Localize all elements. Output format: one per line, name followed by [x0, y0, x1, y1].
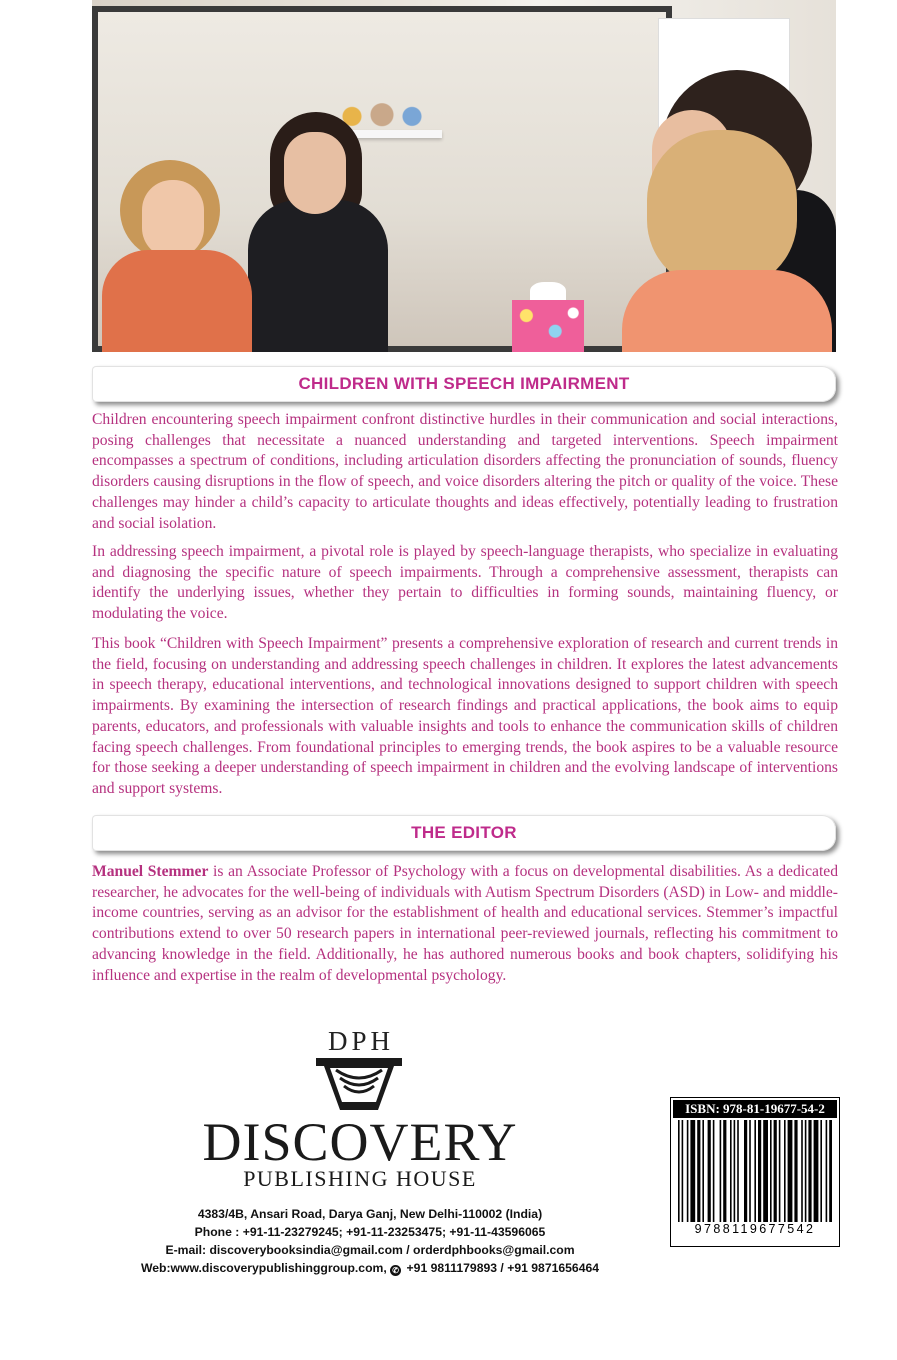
description-paragraph-3: This book “Children with Speech Impairment” presents a comprehensive exploration of research and current trends in the field, focusing on understanding and addressing speech challenges in children. It explores the latest advancements in speech therapy, educational interventions, and technological innovations designed to support children with speech impairments. By examining the intersection of research findings and practical applications, the book aims to equip parents, educators, and professionals with valuable insights and tools to enhance the communication skills of children facing speech challenges. From foundational principles to emerging trends, the book aspires to be a valuable resource for those seeking a deeper understanding of speech impairment in children and the evolving landscape of interventions and support systems.: [92, 635, 838, 797]
barcode: [676, 1120, 832, 1222]
publisher-web: Web:www.discoverypublishinggroup.com,: [140, 1261, 387, 1275]
editor-bio: [92, 862, 838, 986]
barcode-bar: [730, 1120, 732, 1222]
barcode-bar: [784, 1120, 786, 1222]
barcode-bar: [702, 1120, 704, 1222]
barcode-bar: [697, 1120, 700, 1222]
section-heading-book: CHILDREN WITH SPEECH IMPAIRMENT: [298, 374, 630, 393]
description-paragraph-2: In addressing speech impairment, a pivotal role is played by speech-language therapists, who specialize in evaluating and diagnosing the specific nature of speech impairments. Through a comprehensive assessment, therapists can identify the underlying issues, whether they pertain to difficulties in forming sounds, maintaining fluency, or modulating the voice.: [92, 543, 838, 623]
child-back-body: [622, 270, 832, 352]
barcode-bar: [801, 1120, 803, 1222]
barcode-bar: [720, 1120, 722, 1222]
barcode-bar: [794, 1120, 797, 1222]
publisher-address: 4383/4B, Ansari Road, Darya Ganj, New Delhi-110002 (India): [197, 1207, 543, 1221]
therapist-body: [248, 200, 388, 352]
barcode-bar: [826, 1120, 828, 1222]
isbn-label: ISBN: 978-81-19677-54-2: [673, 1100, 837, 1118]
barcode-bar: [713, 1120, 715, 1222]
barcode-bar: [805, 1120, 807, 1222]
barcode-bar: [690, 1120, 695, 1222]
section-heading-editor: THE EDITOR: [411, 823, 517, 842]
barcode-bar: [774, 1120, 777, 1222]
barcode-bar: [687, 1120, 689, 1222]
tissue-box: [512, 300, 584, 352]
publisher-email: E-mail: discoverybooksindia@gmail.com / orderdphbooks@gmail.com: [165, 1243, 575, 1257]
section-banner-editor: [92, 815, 836, 851]
whatsapp-icon: ✆: [390, 1265, 401, 1276]
publisher-phone: Phone : +91-11-23279245; +91-11-23253475; +91-11-43596065: [194, 1225, 546, 1239]
editor-name: Manuel Stemmer: [92, 863, 209, 880]
publisher-name: DISCOVERY: [202, 1112, 518, 1172]
barcode-bar: [829, 1120, 832, 1222]
isbn-digits: 9788119677542: [694, 1222, 816, 1236]
barcode-bar: [723, 1120, 726, 1222]
publisher-subname: PUBLISHING HOUSE: [243, 1166, 477, 1191]
barcode-bar: [708, 1120, 711, 1222]
barcode-bar: [734, 1120, 736, 1222]
barcode-bar: [737, 1120, 739, 1222]
barcode-bar: [763, 1120, 768, 1222]
barcode-bar: [758, 1120, 761, 1222]
logo-book-icon: [316, 1056, 402, 1112]
barcode-bar: [678, 1120, 680, 1222]
child-back: [647, 130, 797, 290]
cover-photo: [92, 0, 836, 352]
child-body: [102, 250, 252, 352]
child-face: [142, 180, 204, 258]
barcode-bar: [779, 1120, 781, 1222]
barcode-bar: [814, 1120, 819, 1222]
barcode-bar: [808, 1120, 811, 1222]
editor-bio-text: is an Associate Professor of Psychology with a focus on developmental disabilities. As a dedicated researcher, he advocates for the well-being of individuals with Autism Spectrum Disorders (ASD) in Low- and middle-income countries, serving as an advisor for the establishment of health and educational services. Stemmer’s impactful contributions extend to over 50 research papers in international peer-reviewed journals, reflecting his commitment to advancing knowledge in the field. Additionally, he has authored numerous books and book chapters, solidifying his influence and expertise in the realm of developmental psychology.: [92, 863, 839, 984]
barcode-bar: [682, 1120, 684, 1222]
barcode-bar: [770, 1120, 772, 1222]
therapist-face: [284, 132, 346, 214]
barcode-bar: [749, 1120, 751, 1222]
barcode-bar: [820, 1120, 822, 1222]
section-banner-book: [92, 366, 836, 402]
barcode-bar: [788, 1120, 793, 1222]
publisher-whatsapp: +91 9811179893 / +91 9871656464: [406, 1261, 600, 1275]
publisher-web-line: [100, 1260, 640, 1276]
description-paragraph-1: Children encountering speech impairment confront distinctive hurdles in their communication and social interactions, posing challenges that necessitate a nuanced understanding and targeted interventions. Speech impairment encompasses a spectrum of conditions, including articulation disorders affecting the pronunciation of sounds, fluency disorders causing disruptions in the flow of speech, and voice disorders altering the pitch or quality of the voice. These challenges may hinder a child’s capacity to articulate thoughts and ideas effectively, potentially leading to frustration and social isolation.: [92, 411, 838, 532]
barcode-bar: [754, 1120, 756, 1222]
logo-letters: DPH: [327, 1026, 394, 1056]
barcode-bar: [744, 1120, 747, 1222]
